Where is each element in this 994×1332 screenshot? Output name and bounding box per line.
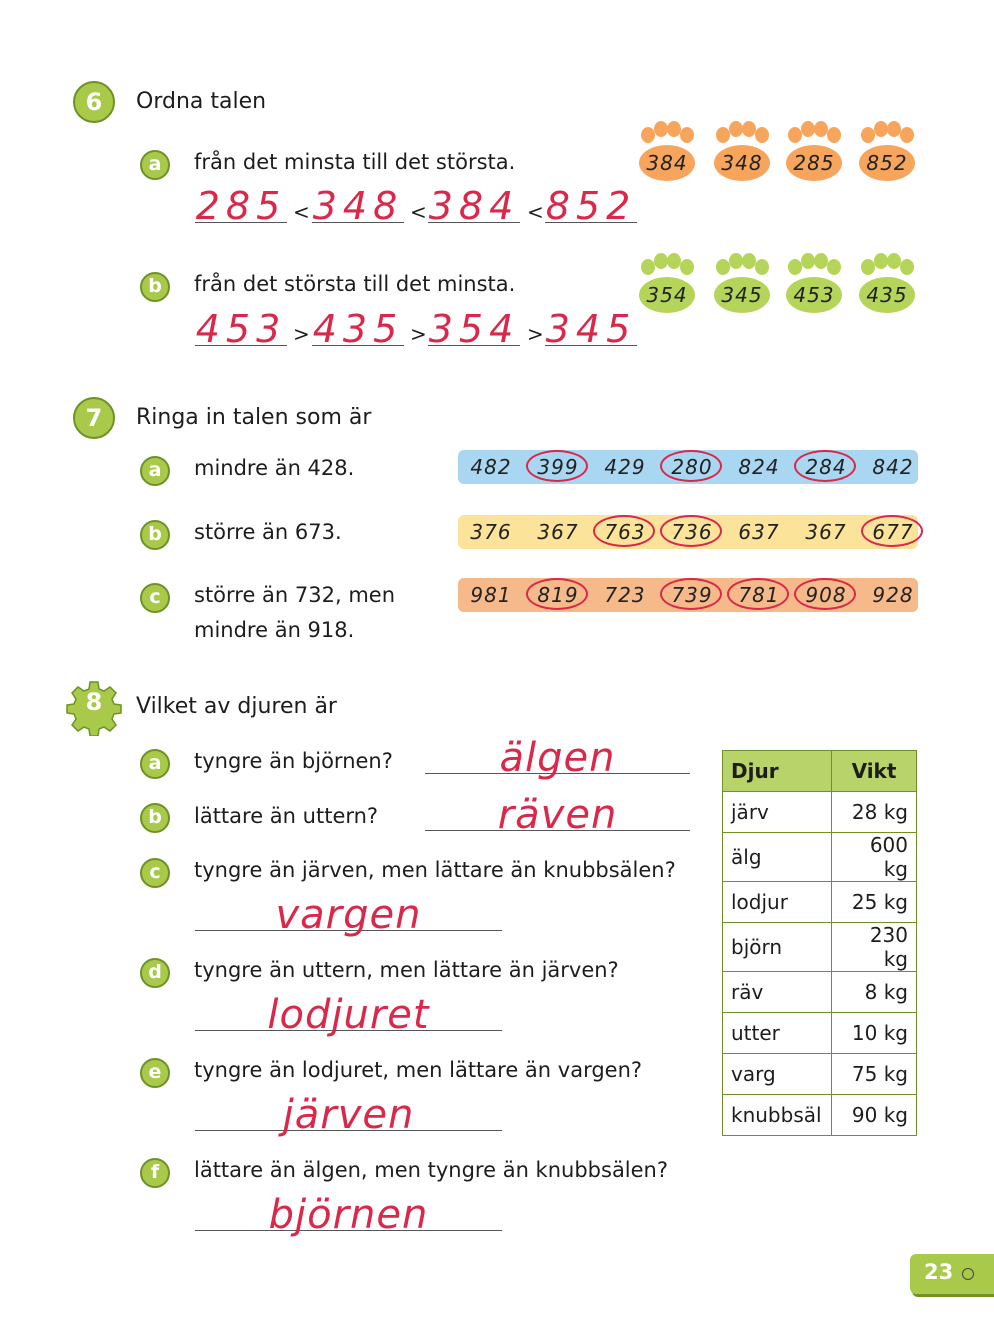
animal-name: utter xyxy=(723,1013,832,1054)
table-header-row xyxy=(723,751,917,792)
paw-number: 384 xyxy=(646,151,688,175)
animal-weight: 10 kg xyxy=(832,1013,917,1054)
band-number: 367 xyxy=(805,520,847,544)
task-8f-letter-badge: f xyxy=(140,1158,170,1188)
task-6b-instruction: från det största till det minsta. xyxy=(194,272,516,296)
task-7b-letter-badge: b xyxy=(140,520,170,550)
handwritten-answer: 348 xyxy=(312,184,404,228)
page-number-tab xyxy=(910,1254,994,1294)
table-row xyxy=(723,882,917,923)
animal-name: järv xyxy=(723,792,832,833)
paw-icon xyxy=(783,253,845,315)
task-6a-letter-badge: a xyxy=(140,150,170,180)
handwritten-answer: lodjuret xyxy=(267,992,430,1038)
paw-icon xyxy=(636,253,698,315)
paw-number: 435 xyxy=(866,283,908,307)
band-number: 928 xyxy=(872,583,914,607)
circled-number: 280 xyxy=(659,455,725,479)
animal-weight-table xyxy=(722,750,917,1136)
number-band-7a xyxy=(458,450,918,484)
animal-name: räv xyxy=(723,972,832,1013)
band-number: 367 xyxy=(537,520,579,544)
band-number: 723 xyxy=(604,583,646,607)
paw-number: 852 xyxy=(866,151,908,175)
band-number: 842 xyxy=(872,455,914,479)
column-header-vikt: Vikt xyxy=(832,751,917,792)
handwritten-answer: 354 xyxy=(428,307,520,351)
circled-number: 908 xyxy=(793,583,859,607)
circled-number: 763 xyxy=(592,520,658,544)
paw-icon xyxy=(636,121,698,183)
task-8e-letter-badge: e xyxy=(140,1058,170,1088)
page-number: 23 xyxy=(924,1260,954,1284)
handwritten-answer: räven xyxy=(497,792,618,838)
table-row xyxy=(723,923,917,972)
less-than-symbol: < xyxy=(293,200,310,224)
less-than-symbol: < xyxy=(527,200,544,224)
task-8e-question: tyngre än lodjuret, men lättare än vargen? xyxy=(194,1058,643,1082)
band-number: 482 xyxy=(470,455,512,479)
circled-number: 736 xyxy=(659,520,725,544)
task-8d-question: tyngre än uttern, men lättare än järven? xyxy=(194,958,619,982)
paw-number: 453 xyxy=(793,283,835,307)
task-8c-question: tyngre än järven, men lättare än knubbsälen? xyxy=(194,858,676,882)
handwritten-answer: 285 xyxy=(195,184,287,228)
task-6a-instruction: från det minsta till det största. xyxy=(194,150,516,174)
greater-than-symbol: > xyxy=(527,322,544,346)
animal-weight: 25 kg xyxy=(832,882,917,923)
animal-weight: 230 kg xyxy=(832,923,917,972)
handwritten-answer: älgen xyxy=(499,735,616,781)
band-number: 637 xyxy=(738,520,780,544)
task-8-title: Vilket av djuren är xyxy=(136,694,337,719)
greater-than-symbol: > xyxy=(410,322,427,346)
circled-number: 284 xyxy=(793,455,859,479)
paw-number: 348 xyxy=(721,151,763,175)
animal-name: lodjur xyxy=(723,882,832,923)
task-7a-letter-badge: a xyxy=(140,456,170,486)
task-6b-letter-badge: b xyxy=(140,272,170,302)
task-6-number-badge: 6 xyxy=(73,81,115,123)
table-row xyxy=(723,972,917,1013)
task-6-title: Ordna talen xyxy=(136,89,267,114)
task-8-number-badge: 8 xyxy=(85,688,103,716)
task-7c-instruction-line2: mindre än 918. xyxy=(194,618,355,642)
paw-number: 354 xyxy=(646,283,688,307)
paw-number: 285 xyxy=(793,151,835,175)
task-7c-letter-badge: c xyxy=(140,583,170,613)
circled-number: 739 xyxy=(659,583,725,607)
handwritten-answer: 435 xyxy=(312,307,404,351)
circled-number: 677 xyxy=(860,520,926,544)
table-row xyxy=(723,792,917,833)
table-row xyxy=(723,1013,917,1054)
greater-than-symbol: > xyxy=(293,322,310,346)
task-8c-letter-badge: c xyxy=(140,858,170,888)
handwritten-answer: björnen xyxy=(268,1192,429,1238)
circle-icon xyxy=(962,1268,974,1280)
paw-icon xyxy=(783,121,845,183)
table-row xyxy=(723,833,917,882)
animal-name: älg xyxy=(723,833,832,882)
animal-weight: 90 kg xyxy=(832,1095,917,1136)
circled-number: 781 xyxy=(726,583,792,607)
paw-icon xyxy=(856,121,918,183)
task-8b-letter-badge: b xyxy=(140,803,170,833)
band-number: 981 xyxy=(470,583,512,607)
task-8f-question: lättare än älgen, men tyngre än knubbsälen? xyxy=(194,1158,669,1182)
band-number: 824 xyxy=(738,455,780,479)
animal-weight: 75 kg xyxy=(832,1054,917,1095)
task-8b-question: lättare än uttern? xyxy=(194,804,379,828)
task-8a-question: tyngre än björnen? xyxy=(194,749,393,773)
circled-number: 819 xyxy=(525,583,591,607)
less-than-symbol: < xyxy=(410,200,427,224)
task-7-number-badge: 7 xyxy=(73,397,115,439)
handwritten-answer: 852 xyxy=(545,184,637,228)
animal-name: knubbsäl xyxy=(723,1095,832,1136)
animal-name: varg xyxy=(723,1054,832,1095)
handwritten-answer: vargen xyxy=(275,892,422,938)
paw-icon xyxy=(856,253,918,315)
task-7a-instruction: mindre än 428. xyxy=(194,456,355,480)
animal-weight: 600 kg xyxy=(832,833,917,882)
circled-number: 399 xyxy=(525,455,591,479)
handwritten-answer: järven xyxy=(282,1092,415,1138)
band-number: 429 xyxy=(604,455,646,479)
number-band-7b xyxy=(458,515,918,549)
column-header-djur: Djur xyxy=(723,751,832,792)
handwritten-answer: 453 xyxy=(195,307,287,351)
paw-number: 345 xyxy=(721,283,763,307)
task-7-title: Ringa in talen som är xyxy=(136,405,372,430)
animal-weight: 28 kg xyxy=(832,792,917,833)
number-band-7c xyxy=(458,578,918,612)
task-7c-instruction-line1: större än 732, men xyxy=(194,583,396,607)
paw-icon xyxy=(711,253,773,315)
animal-name: björn xyxy=(723,923,832,972)
band-number: 376 xyxy=(470,520,512,544)
task-8a-letter-badge: a xyxy=(140,749,170,779)
task-8d-letter-badge: d xyxy=(140,958,170,988)
paw-icon xyxy=(711,121,773,183)
table-row xyxy=(723,1054,917,1095)
animal-weight: 8 kg xyxy=(832,972,917,1013)
task-7b-instruction: större än 673. xyxy=(194,520,342,544)
handwritten-answer: 345 xyxy=(545,307,637,351)
table-row xyxy=(723,1095,917,1136)
handwritten-answer: 384 xyxy=(428,184,520,228)
